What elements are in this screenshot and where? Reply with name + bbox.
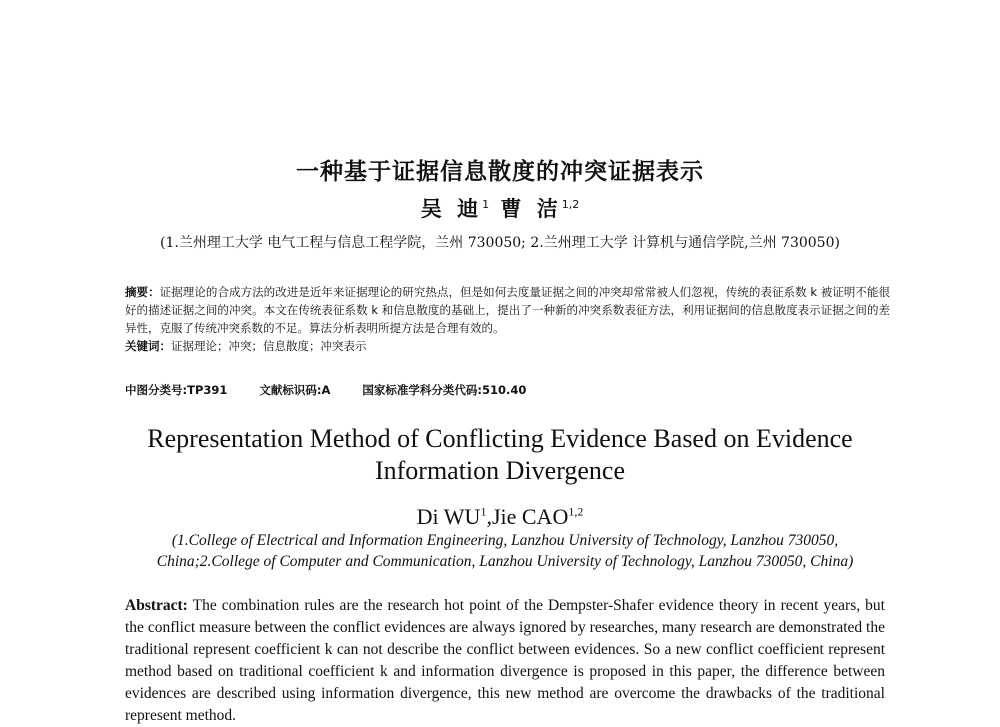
- english-author-2: ,Jie CAO: [486, 504, 569, 529]
- english-affiliation-line-1: (1.College of Electrical and Information Engineering, Lanzhou University of Technology, Lanzhou 730050,: [171, 532, 839, 549]
- english-abstract: [125, 595, 885, 727]
- chinese-keywords-text: 证据理论；冲突；信息散度；冲突表示: [171, 339, 367, 353]
- chinese-abstract-text: 证据理论的合成方法的改进是近年来证据理论的研究热点，但是如何去度量证据之间的冲突却常常被人们忽视，传统的表征系数 k 被证明不能很好的描述证据之间的冲突。本文在传统表征系数 k 和信息散度的基础上，提出了一种新的冲突系数表征方法，利用证据间的信息散度表示证据之间的差异性，克服了传统冲突系数的不足。算法分析表明所提方法是合理有效的。: [125, 285, 891, 335]
- chinese-author-2: 曹 洁: [500, 197, 562, 221]
- chinese-abstract: [125, 283, 890, 355]
- chinese-title: 一种基于证据信息散度的冲突证据表示: [296, 159, 704, 185]
- classification-line: [125, 382, 890, 398]
- chinese-author-1: 吴 迪: [420, 197, 483, 221]
- english-title-line-2: Information Divergence: [374, 456, 626, 485]
- chinese-keywords-label: 关键词：: [125, 339, 171, 353]
- english-abstract-label: Abstract:: [125, 597, 188, 614]
- chinese-author-1-affiliation-mark: 1: [482, 198, 490, 211]
- chinese-author-2-affiliation-mark: 1,2: [561, 198, 580, 211]
- english-author-1-affiliation-mark: 1: [480, 504, 487, 519]
- english-affiliation: [110, 530, 900, 572]
- english-authors: [0, 504, 1000, 530]
- chinese-abstract-label: 摘要：: [125, 285, 160, 299]
- clc-number: 中图分类号:TP391: [125, 383, 228, 397]
- english-abstract-text: The combination rules are the research hot point of the Dempster-Shafer evidence theory in recent years, but the conflict measure between the conflict evidences are always ignored by researches, many research are demonstrated the traditional represent coefficient k can not describe the conflict between evidences. So a new conflict coefficient represent method based on traditional coefficient k and information divergence is proposed in this paper, the difference between evidences are described using information divergence, this new method are overcome the drawbacks of the traditional represent method.: [125, 597, 885, 724]
- english-title-line-1: Representation Method of Conflicting Evidence Based on Evidence: [147, 424, 853, 453]
- document-code: 文献标识码:A: [259, 383, 331, 397]
- english-title: [0, 423, 1000, 487]
- english-affiliation-line-2: China;2.College of Computer and Communication, Lanzhou University of Technology, Lanzhou 730050, China): [156, 553, 854, 570]
- english-author-2-affiliation-mark: 1,2: [568, 504, 584, 519]
- english-author-1: Di WU: [416, 504, 481, 529]
- chinese-authors: [0, 193, 1000, 223]
- chinese-affiliation: (1.兰州理工大学 电气工程与信息工程学院，兰州 730050; 2.兰州理工大学 计算机与通信学院,兰州 730050): [160, 235, 840, 251]
- subject-code: 国家标准学科分类代码:510.40: [362, 383, 527, 397]
